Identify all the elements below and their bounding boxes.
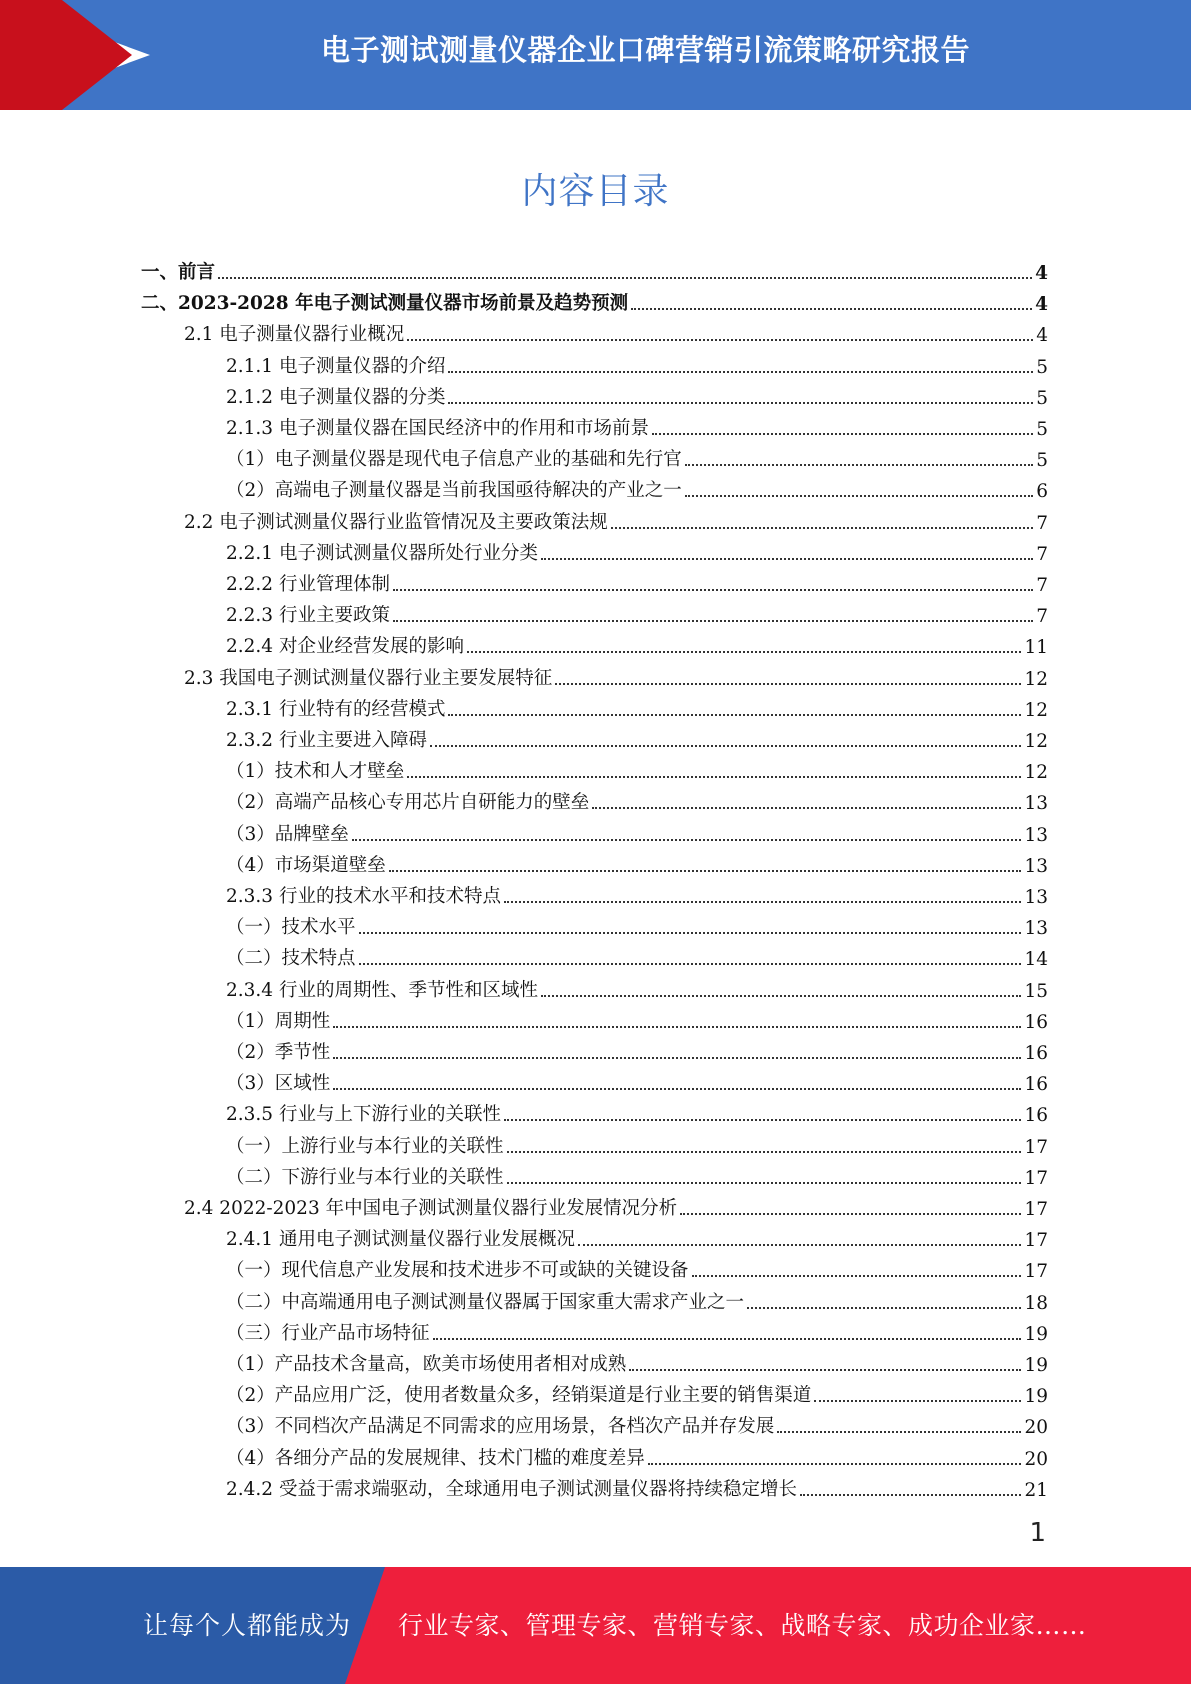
toc-entry[interactable] [226, 1033, 1048, 1064]
footer-slogan-left: 让每个人都能成为 [143, 1611, 352, 1640]
toc-entry[interactable] [226, 1439, 1048, 1470]
toc-entry[interactable] [184, 1189, 1048, 1220]
toc-entry[interactable] [226, 971, 1048, 1002]
toc-entry[interactable] [226, 1095, 1048, 1126]
toc-entry[interactable] [226, 752, 1048, 783]
toc-entry-page: 5 [1036, 387, 1048, 409]
toc-entry[interactable] [184, 503, 1048, 534]
toc-entry[interactable] [226, 1064, 1048, 1095]
toc-dot-leader [448, 714, 1021, 716]
toc-dot-leader [333, 1026, 1021, 1028]
page-footer [0, 1567, 1191, 1684]
toc-dot-leader [652, 433, 1033, 435]
page-header [0, 0, 1191, 110]
toc-entry[interactable] [226, 1158, 1048, 1189]
toc-entry[interactable] [226, 565, 1048, 596]
toc-entry-title: 2.2.3 行业主要政策 [226, 605, 390, 627]
toc-dot-leader [747, 1307, 1021, 1309]
toc-entry-page: 18 [1024, 1292, 1048, 1314]
toc-dot-leader [592, 807, 1021, 809]
toc-entry-title: （2）高端电子测量仪器是当前我国亟待解决的产业之一 [226, 480, 682, 502]
toc-entry-page: 12 [1024, 731, 1048, 752]
toc-entry-title: （1）电子测量仪器是现代电子信息产业的基础和先行官 [226, 449, 682, 471]
toc-entry[interactable] [226, 908, 1048, 939]
toc-entry-title: 2.1.3 电子测量仪器在国民经济中的作用和市场前景 [226, 418, 649, 439]
toc-entry-title: （二）技术特点 [226, 948, 356, 970]
toc-entry[interactable] [184, 315, 1048, 346]
toc-entry-title: 2.3.2 行业主要进入障碍 [226, 730, 427, 751]
toc-dot-leader [333, 1088, 1021, 1090]
toc-entry[interactable] [226, 1345, 1048, 1376]
toc-entry-page: 14 [1024, 949, 1048, 971]
toc-dot-leader [407, 339, 1033, 341]
toc-entry-page: 17 [1024, 1261, 1048, 1283]
toc-entry-page: 17 [1024, 1199, 1048, 1220]
toc-entry[interactable] [226, 409, 1048, 440]
toc-entry-page: 13 [1024, 824, 1048, 846]
toc-entry[interactable] [226, 721, 1048, 752]
toc-entry-page: 5 [1036, 356, 1048, 378]
toc-entry-title: 一、前言 [141, 262, 216, 283]
toc-dot-leader [218, 277, 1032, 279]
toc-dot-leader [541, 558, 1033, 560]
toc-entry-page: 6 [1036, 481, 1048, 503]
toc-entry-title: （1）技术和人才壁垒 [226, 761, 405, 783]
toc-entry[interactable] [226, 1376, 1048, 1407]
toc-dot-leader [541, 995, 1021, 997]
toc-entry-page: 7 [1036, 575, 1048, 596]
toc-entry[interactable] [141, 284, 1048, 315]
toc-entry[interactable] [226, 815, 1048, 846]
toc-entry-title: 二、2023-2028 年电子测试测量仪器市场前景及趋势预测 [141, 293, 629, 315]
toc-entry[interactable] [226, 440, 1048, 471]
toc-dot-leader [433, 1338, 1022, 1340]
toc-entry-page: 7 [1036, 512, 1048, 534]
toc-dot-leader [685, 495, 1033, 497]
toc-entry[interactable] [226, 1470, 1048, 1501]
toc-entry-page: 16 [1024, 1011, 1048, 1033]
toc-dot-leader [352, 839, 1022, 841]
toc-entry-title: （二）中高端通用电子测试测量仪器属于国家重大需求产业之一 [226, 1291, 745, 1313]
toc-entry-page: 4 [1036, 325, 1048, 347]
toc-dot-leader [333, 1057, 1021, 1059]
toc-entry-page: 13 [1024, 855, 1048, 877]
toc-entry-page: 16 [1024, 1074, 1048, 1096]
toc-entry-page: 5 [1036, 450, 1048, 472]
toc-entry-page: 17 [1024, 1167, 1048, 1189]
toc-title: 内容目录 [521, 171, 670, 212]
toc-dot-leader [504, 901, 1021, 903]
toc-entry-page: 12 [1024, 668, 1048, 690]
toc-entry[interactable] [226, 1283, 1048, 1314]
toc-entry-page: 4 [1035, 263, 1048, 284]
toc-entry-page: 17 [1024, 1230, 1048, 1252]
toc-dot-leader [389, 870, 1022, 872]
toc-dot-leader [430, 745, 1021, 747]
toc-entry-title: 2.2.4 对企业经营发展的影响 [226, 636, 464, 658]
toc-entry[interactable] [226, 939, 1048, 970]
toc-entry-title: （一）现代信息产业发展和技术进步不可或缺的关键设备 [226, 1260, 689, 1282]
toc-dot-leader [611, 527, 1033, 529]
toc-entry-page: 17 [1024, 1136, 1048, 1158]
toc-entry-title: （3）区域性 [226, 1073, 331, 1095]
toc-entry-page: 20 [1024, 1417, 1048, 1439]
toc-dot-leader [359, 932, 1022, 934]
toc-entry[interactable] [184, 659, 1048, 690]
toc-entry[interactable] [226, 783, 1048, 814]
toc-dot-leader [692, 1275, 1022, 1277]
toc-entry-title: 2.3.1 行业特有的经营模式 [226, 698, 446, 720]
toc-entry-title: 2.4 2022-2023 年中国电子测试测量仪器行业发展情况分析 [184, 1198, 678, 1219]
toc-entry-page: 20 [1024, 1448, 1048, 1470]
toc-dot-leader [504, 1119, 1021, 1121]
toc-entry-page: 11 [1024, 637, 1048, 659]
toc-entry-page: 21 [1024, 1479, 1048, 1501]
toc-entry-title: 2.1.1 电子测量仪器的介绍 [226, 355, 446, 377]
toc-entry[interactable] [226, 846, 1048, 877]
toc-entry-title: 2.3.4 行业的周期性、季节性和区域性 [226, 979, 538, 1001]
toc-entry-title: 2.2.2 行业管理体制 [226, 574, 390, 595]
toc-entry[interactable] [226, 1407, 1048, 1438]
toc-entry-page: 13 [1024, 793, 1048, 815]
toc-entry-title: 2.1.2 电子测量仪器的分类 [226, 386, 446, 408]
footer-slogan-right: 行业专家、管理专家、营销专家、战略专家、成功企业家…… [398, 1611, 1087, 1640]
toc-entry-title: （4）市场渠道壁垒 [226, 854, 386, 876]
toc-entry-title: （三）行业产品市场特征 [226, 1322, 430, 1344]
toc-entry-title: 2.3.5 行业与上下游行业的关联性 [226, 1104, 501, 1126]
toc-entry-title: 2.4.1 通用电子测试测量仪器行业发展概况 [226, 1229, 575, 1251]
toc-entry-page: 7 [1036, 606, 1048, 628]
toc-entry[interactable] [226, 378, 1048, 409]
toc-entry[interactable] [226, 1251, 1048, 1282]
toc-entry-page: 19 [1024, 1355, 1048, 1376]
toc-entry[interactable] [226, 690, 1048, 721]
toc-dot-leader [555, 683, 1021, 685]
toc-dot-leader [507, 1151, 1022, 1153]
toc-entry-page: 19 [1024, 1323, 1048, 1345]
toc-dot-leader [680, 1213, 1021, 1215]
header-red-block [0, 0, 62, 110]
toc-dot-leader [578, 1244, 1021, 1246]
toc-dot-leader [407, 776, 1021, 778]
toc-dot-leader [393, 589, 1033, 591]
toc-entry-title: 2.2 电子测试测量仪器行业监管情况及主要政策法规 [184, 511, 608, 533]
toc-entry-title: （2）高端产品核心专用芯片自研能力的壁垒 [226, 792, 590, 814]
toc-dot-leader [448, 371, 1033, 373]
toc-dot-leader [648, 1463, 1022, 1465]
toc-entry-title: （4）各细分产品的发展规律、技术门槛的难度差异 [226, 1447, 645, 1469]
toc-dot-leader [467, 651, 1021, 653]
toc-entry-page: 19 [1024, 1386, 1048, 1408]
toc-entry-page: 13 [1024, 918, 1048, 940]
toc-dot-leader [359, 963, 1022, 965]
toc-entry-title: 2.4.2 受益于需求端驱动，全球通用电子测试测量仪器将持续稳定增长 [226, 1478, 797, 1500]
toc-dot-leader [800, 1494, 1021, 1496]
toc-entry-page: 5 [1036, 419, 1048, 440]
toc-entry-page: 16 [1024, 1043, 1048, 1064]
toc-entry-title: （1）产品技术含量高，欧美市场使用者相对成熟 [226, 1354, 627, 1375]
toc-entry-title: （二）下游行业与本行业的关联性 [226, 1166, 504, 1188]
toc-entry[interactable] [226, 596, 1048, 627]
toc-dot-leader [448, 402, 1033, 404]
toc-entry-page: 15 [1024, 980, 1048, 1002]
toc-entry-page: 12 [1024, 699, 1048, 721]
toc-entry[interactable] [226, 347, 1048, 378]
toc-entry-title: （一）上游行业与本行业的关联性 [226, 1135, 504, 1157]
toc-entry-title: 2.1 电子测量仪器行业概况 [184, 324, 405, 346]
toc-dot-leader [777, 1431, 1021, 1433]
toc-entry[interactable] [226, 877, 1048, 908]
toc-dot-leader [507, 1182, 1022, 1184]
toc-dot-leader [685, 464, 1033, 466]
toc-dot-leader [629, 1369, 1021, 1371]
toc-entry-title: （2）产品应用广泛，使用者数量众多，经销渠道是行业主要的销售渠道 [226, 1385, 812, 1407]
toc-entry[interactable] [226, 471, 1048, 502]
toc-entry-page: 4 [1035, 294, 1048, 316]
toc-entry[interactable] [226, 1220, 1048, 1251]
header-title: 电子测试测量仪器企业口碑营销引流策略研究报告 [320, 33, 970, 67]
toc-entry-title: 2.2.1 电子测试测量仪器所处行业分类 [226, 542, 538, 564]
toc-entry-page: 7 [1036, 543, 1048, 565]
toc-entry-page: 13 [1024, 887, 1048, 908]
toc-entry-title: （3）品牌壁垒 [226, 823, 349, 845]
toc-dot-leader [631, 308, 1032, 310]
toc-entry[interactable] [226, 1127, 1048, 1158]
toc-entry-title: 2.3.3 行业的技术水平和技术特点 [226, 886, 501, 907]
toc-entry[interactable] [141, 253, 1048, 284]
toc-entry-page: 16 [1024, 1105, 1048, 1127]
toc-entry[interactable] [226, 534, 1048, 565]
toc-dot-leader [393, 620, 1033, 622]
toc-entry[interactable] [226, 1314, 1048, 1345]
toc-entry-title: （一）技术水平 [226, 917, 356, 939]
page-number: 1 [1029, 1518, 1046, 1548]
toc-entry[interactable] [226, 1002, 1048, 1033]
toc-entry-title: （3）不同档次产品满足不同需求的应用场景，各档次产品并存发展 [226, 1416, 775, 1438]
toc-entry-title: 2.3 我国电子测试测量仪器行业主要发展特征 [184, 667, 553, 689]
header-arrow-red [62, 0, 132, 110]
toc-entry-title: （1）周期性 [226, 1010, 331, 1032]
toc-dot-leader [814, 1400, 1021, 1402]
toc-entry-title: （2）季节性 [226, 1042, 331, 1063]
toc-entry[interactable] [226, 627, 1048, 658]
toc-entry-page: 12 [1024, 762, 1048, 784]
